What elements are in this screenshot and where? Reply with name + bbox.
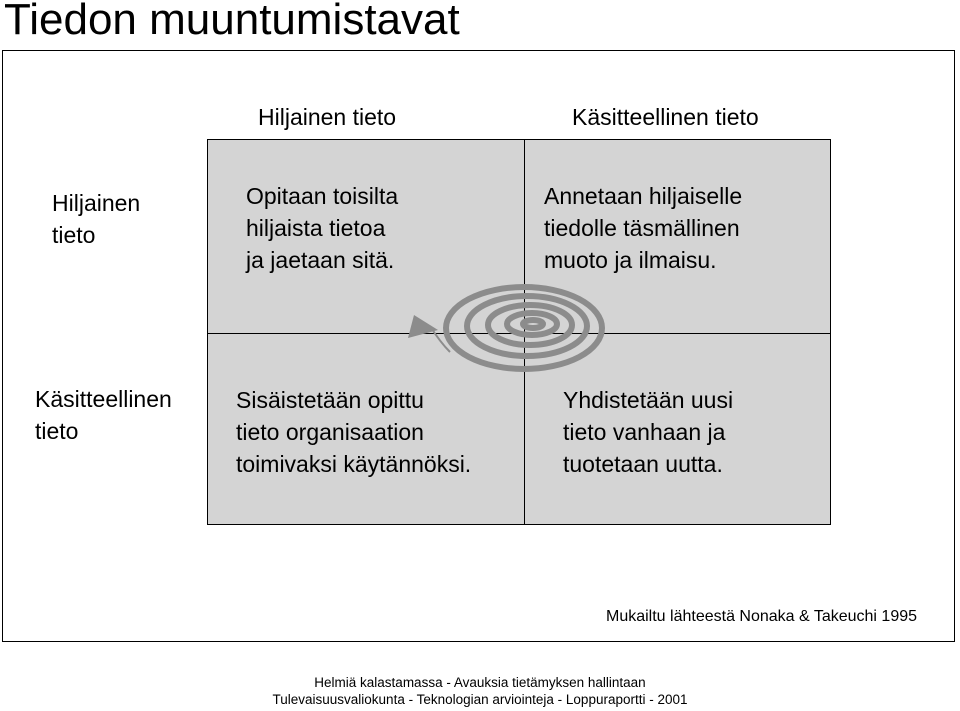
cell-externalization: Annetaan hiljaiselle tiedolle täsmällinen muoto ja ilmaisu. — [544, 183, 743, 273]
source-citation: Mukailtu lähteestä Nonaka & Takeuchi 1995 — [606, 608, 918, 625]
row-label-tacit: Hiljainen tieto — [52, 190, 141, 248]
cell-internalization: Sisäistetään opittu tieto organisaation toimivaksi käytännöksi. — [236, 387, 472, 477]
spiral-arrow-icon — [400, 280, 610, 380]
footer-line-2: Tulevaisuusvaliokunta - Teknologian arviointeja - Loppuraportti - 2001 — [272, 692, 688, 707]
row-label-explicit: Käsitteellinen tieto — [35, 386, 172, 444]
column-header-explicit: Käsitteellinen tieto — [572, 104, 759, 130]
cell-combination: Yhdistetään uusi tieto vanhaan ja tuotetaan uutta. — [563, 387, 734, 477]
page-title: Tiedon muuntumistavat — [4, 0, 460, 44]
cell-socialization: Opitaan toisilta hiljaista tietoa ja jaetaan sitä. — [246, 183, 399, 273]
column-header-tacit: Hiljainen tieto — [258, 104, 397, 130]
footer-line-1: Helmiä kalastamassa - Avauksia tietämyksen hallintaan — [314, 675, 646, 690]
